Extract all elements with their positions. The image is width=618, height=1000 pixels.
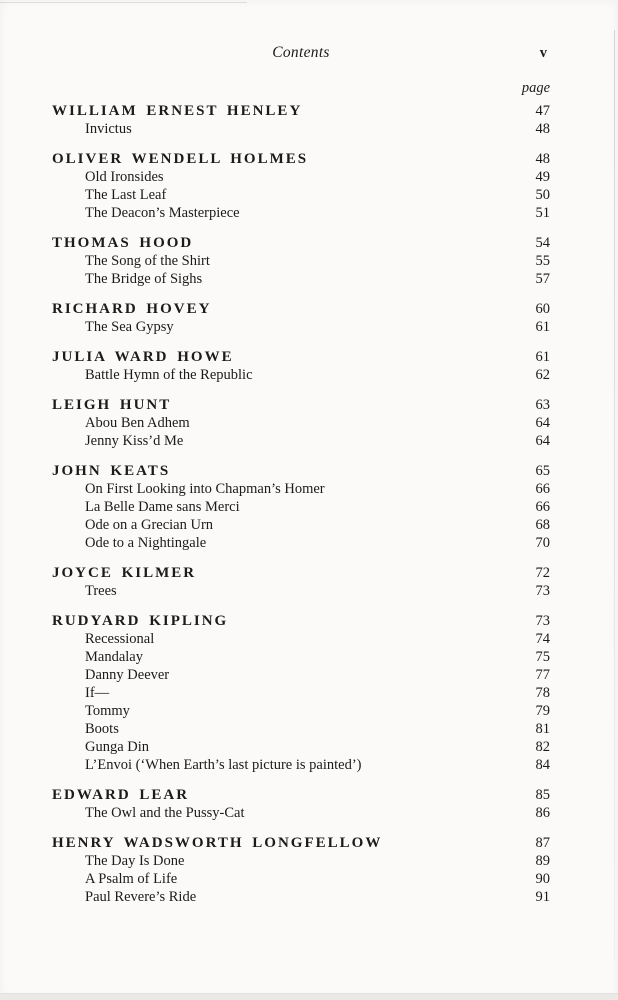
toc-section	[52, 396, 550, 450]
poem-row	[52, 804, 550, 822]
toc-section	[52, 300, 550, 336]
poem-title: Mandalay	[85, 649, 143, 665]
author-page-number: 63	[535, 397, 550, 413]
toc-section	[52, 612, 550, 774]
poem-row	[52, 366, 550, 384]
poem-page-number: 82	[535, 739, 550, 755]
author-name: WILLIAM ERNEST HENLEY	[52, 103, 303, 119]
poem-page-number: 68	[535, 517, 550, 533]
poem-row	[52, 738, 550, 756]
poem-title: Abou Ben Adhem	[85, 415, 190, 431]
poem-row	[52, 318, 550, 336]
author-row	[52, 102, 550, 120]
page-column-label: page	[521, 80, 550, 96]
poem-list	[52, 852, 550, 906]
poem-row	[52, 852, 550, 870]
poem-row	[52, 432, 550, 450]
poem-row	[52, 252, 550, 270]
poem-title: A Psalm of Life	[85, 871, 178, 887]
poem-title: The Deacon’s Masterpiece	[85, 205, 240, 221]
poem-row	[52, 630, 550, 648]
author-name: RICHARD HOVEY	[52, 301, 212, 317]
author-row	[52, 150, 550, 168]
author-page-number: 61	[535, 349, 550, 365]
poem-page-number: 90	[535, 871, 550, 887]
poem-row	[52, 702, 550, 720]
poem-list	[52, 366, 550, 384]
author-row	[52, 234, 550, 252]
poem-list	[52, 168, 550, 222]
poem-page-number: 86	[535, 805, 550, 821]
poem-page-number: 62	[535, 367, 550, 383]
poem-page-number: 75	[535, 649, 550, 665]
author-row	[52, 462, 550, 480]
author-page-number: 65	[535, 463, 550, 479]
poem-title: The Last Leaf	[85, 187, 167, 203]
author-page-number: 72	[535, 565, 550, 581]
poem-page-number: 64	[535, 415, 550, 431]
poem-page-number: 66	[535, 481, 550, 497]
poem-title: Trees	[85, 583, 117, 599]
poem-page-number: 66	[535, 499, 550, 515]
author-page-number: 60	[535, 301, 550, 317]
author-row	[52, 564, 550, 582]
author-page-number: 73	[535, 613, 550, 629]
author-name: OLIVER WENDELL HOLMES	[52, 151, 309, 167]
author-page-number: 47	[535, 103, 550, 119]
author-row	[52, 300, 550, 318]
author-row	[52, 834, 550, 852]
toc-section	[52, 150, 550, 222]
author-page-number: 85	[535, 787, 550, 803]
poem-title: Recessional	[85, 631, 155, 647]
poem-title: The Owl and the Pussy-Cat	[85, 805, 245, 821]
poem-list	[52, 414, 550, 450]
poem-title: Paul Revere’s Ride	[85, 889, 197, 905]
poem-list	[52, 252, 550, 288]
author-name: EDWARD LEAR	[52, 787, 190, 803]
toc-section	[52, 102, 550, 138]
toc-section	[52, 234, 550, 288]
author-name: LEIGH HUNT	[52, 397, 172, 413]
poem-title: Old Ironsides	[85, 169, 164, 185]
folio-page-number: v	[539, 45, 547, 61]
author-name: JULIA WARD HOWE	[52, 349, 234, 365]
page-header	[52, 44, 550, 62]
poem-title: If—	[85, 685, 110, 701]
author-page-number: 87	[535, 835, 550, 851]
author-row	[52, 348, 550, 366]
poem-title: L’Envoi (‘When Earth’s last picture is painted’)	[85, 757, 362, 773]
scan-edge-right	[614, 30, 615, 960]
poem-title: Invictus	[85, 121, 132, 137]
poem-row	[52, 120, 550, 138]
poem-list	[52, 480, 550, 552]
poem-title: La Belle Dame sans Merci	[85, 499, 240, 515]
poem-page-number: 81	[535, 721, 550, 737]
poem-title: Battle Hymn of the Republic	[85, 367, 253, 383]
poem-list	[52, 804, 550, 822]
poem-title: Ode to a Nightingale	[85, 535, 207, 551]
poem-row	[52, 480, 550, 498]
poem-row	[52, 168, 550, 186]
poem-title: Jenny Kiss’d Me	[85, 433, 184, 449]
poem-page-number: 79	[535, 703, 550, 719]
poem-page-number: 78	[535, 685, 550, 701]
poem-list	[52, 318, 550, 336]
poem-row	[52, 720, 550, 738]
poem-page-number: 61	[535, 319, 550, 335]
poem-row	[52, 186, 550, 204]
author-row	[52, 786, 550, 804]
poem-row	[52, 534, 550, 552]
toc-section	[52, 786, 550, 822]
poem-row	[52, 888, 550, 906]
poem-list	[52, 582, 550, 600]
poem-title: Ode on a Grecian Urn	[85, 517, 214, 533]
scan-edge-top	[0, 2, 247, 3]
poem-title: The Day Is Done	[85, 853, 185, 869]
poem-row	[52, 666, 550, 684]
toc-section	[52, 564, 550, 600]
poem-row	[52, 648, 550, 666]
poem-row	[52, 204, 550, 222]
poem-row	[52, 498, 550, 516]
poem-title: On First Looking into Chapman’s Homer	[85, 481, 325, 497]
toc-section	[52, 834, 550, 906]
poem-page-number: 64	[535, 433, 550, 449]
table-of-contents	[52, 102, 550, 906]
toc-section	[52, 462, 550, 552]
author-row	[52, 612, 550, 630]
poem-title: The Song of the Shirt	[85, 253, 210, 269]
poem-title: Danny Deever	[85, 667, 170, 683]
author-name: JOHN KEATS	[52, 463, 171, 479]
poem-row	[52, 870, 550, 888]
poem-row	[52, 582, 550, 600]
poem-row	[52, 684, 550, 702]
poem-page-number: 48	[535, 121, 550, 137]
author-row	[52, 396, 550, 414]
poem-page-number: 84	[535, 757, 550, 773]
poem-row	[52, 270, 550, 288]
poem-page-number: 74	[535, 631, 550, 647]
author-page-number: 48	[535, 151, 550, 167]
author-name: JOYCE KILMER	[52, 565, 197, 581]
author-name: HENRY WADSWORTH LONGFELLOW	[52, 835, 383, 851]
scan-edge-bottom	[0, 993, 618, 1000]
author-page-number: 54	[535, 235, 550, 251]
running-title: Contents	[272, 44, 330, 61]
author-name: RUDYARD KIPLING	[52, 613, 229, 629]
poem-title: Gunga Din	[85, 739, 150, 755]
poem-title: The Sea Gypsy	[85, 319, 174, 335]
toc-section	[52, 348, 550, 384]
poem-title: The Bridge of Sighs	[85, 271, 203, 287]
author-name: THOMAS HOOD	[52, 235, 194, 251]
poem-list	[52, 120, 550, 138]
poem-page-number: 55	[535, 253, 550, 269]
poem-page-number: 89	[535, 853, 550, 869]
poem-row	[52, 756, 550, 774]
poem-page-number: 70	[535, 535, 550, 551]
poem-row	[52, 516, 550, 534]
poem-page-number: 77	[535, 667, 550, 683]
poem-row	[52, 414, 550, 432]
poem-title: Boots	[85, 721, 119, 737]
poem-page-number: 57	[535, 271, 550, 287]
poem-page-number: 51	[535, 205, 550, 221]
poem-page-number: 49	[535, 169, 550, 185]
poem-title: Tommy	[85, 703, 130, 719]
poem-list	[52, 630, 550, 774]
poem-page-number: 91	[535, 889, 550, 905]
poem-page-number: 73	[535, 583, 550, 599]
poem-page-number: 50	[535, 187, 550, 203]
